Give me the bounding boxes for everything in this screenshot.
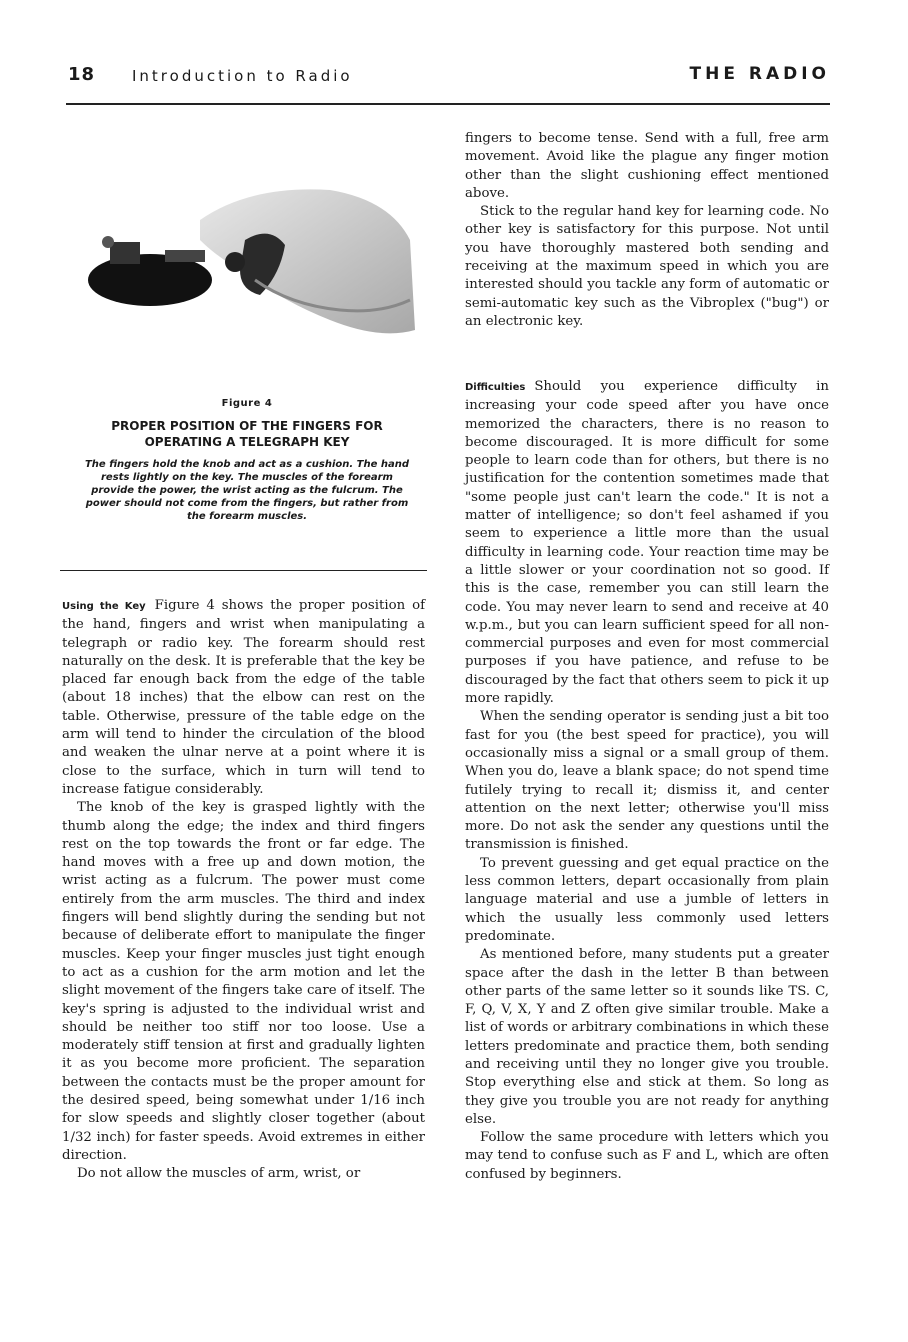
paragraph: Do not allow the muscles of arm, wrist, or [77,1166,361,1182]
figure-label: Figure 4 [221,398,273,409]
paragraph-text: Figure 4 shows the proper position of the hand, fingers and wrist when manipulating a telegraph or radio key. The forearm should rest naturally on the desk. It is preferable that the key be placed far enough back from the edge of the table (about 18 inches) that the elbow can rest on the table. Otherwise, pressure of the table edge on the arm will tend to hinder the circulation of the blood and weaken the ulnar nerve at a point where it is close to the surface, which in turn will tend to increase fatigue considerably. [62,598,425,797]
side-heading: Using the Key [62,601,146,612]
running-title: Introduction to Radio [132,67,353,85]
figure-title: PROPER POSITION OF THE FINGERS FOR OPERATING A TELEGRAPH KEY [111,419,383,449]
left-column [62,597,425,1184]
header-rule [66,103,830,105]
paragraph: To prevent guessing and get equal practice on the less common letters, depart occasionally from plain language material and use a jumble of letters in which the usually less commonly used letters predominate. [465,855,829,944]
hand-on-key-illustration [80,180,415,340]
paragraph: fingers to become tense. Send with a full, free arm movement. Avoid like the plague any finger motion other than the slight cushioning effect mentioned above. [465,131,829,201]
paragraph: Stick to the regular hand key for learning code. No other key is satisfactory for this purpose. Not until you have thoroughly mastered both sending and receiving at the maximum speed in which you are interested should you tackle any form of automatic or semi-automatic key such as the Vibroplex ("bug") or an electronic key. [465,204,829,329]
figure-caption [82,398,412,523]
paragraph: Follow the same procedure with letters which you may tend to confuse such as F and L, which are often confused by beginners. [465,1130,829,1182]
paragraph: When the sending operator is sending just a bit too fast for you (the best speed for practice), you will occasionally miss a signal or a small group of them. When you do, leave a blank space; do not spend time futilely trying to recall it; dismiss it, and center attention on the next letter; otherwise you'll miss more. Do not ask the sender any questions until the transmission is finished. [465,709,829,853]
paragraph: As mentioned before, many students put a greater space after the dash in the letter B than between other parts of the same letter so it sounds like TS. C, F, Q, V, X, Y and Z often give similar trouble. Make a list of words or arbitrary combinations in which these letters predominate and practice them, both sending and receiving until they no longer give you trouble. Stop everything else and stick at them. So long as they give you trouble you are not ready for anything else. [465,947,829,1127]
right-column-top [465,130,829,331]
paragraph [465,378,829,708]
section-rule [60,570,427,571]
paragraph [62,597,425,799]
page-number: 18 [68,64,96,85]
paragraph-text: Should you experience difficulty in increasing your code speed after you have once memorized the characters, there is no reason to become discouraged. It is more difficult for some people to learn code than for others, but there is no justification for the contention sometimes made that "some people just can't learn the code." It is not a matter of intelligence; so don't feel ashamed if you seem to experience a little more than the usual difficulty in learning code. Your reaction time may be a little slower or your coordination not so good. If this is the case, remember you can still learn the code. You may never learn to send and receive at 40 w.p.m., but you can learn sufficient speed for all non-commercial purposes and even for most commercial purposes if you have patience, and refuse to be discouraged by the fact that others seem to pick it up more rapidly. [465,379,829,707]
telegraph-key-photo [80,180,415,340]
paragraph: The knob of the key is grasped lightly with the thumb along the edge; the index and third fingers rest on the top towards the front or far edge. The hand moves with a free up and down motion, the wrist acting as a fulcrum. The power must come entirely from the arm muscles. The third and index fingers will bend slightly during the sending but not because of deliberate effort to manipulate the finger muscles. Keep your finger muscles just tight enough to act as a cushion for the arm motion and let the slight movement of the fingers take care of itself. The key's spring is adjusted to the individual wrist and should be neither too stiff nor too loose. Use a moderately stiff tension at first and gradually lighten it as you become more proficient. The separation between the contacts must be the proper amount for the desired speed, being somewhat under 1/16 inch for slow speeds and slightly closer together (about 1/32 inch) for faster speeds. Avoid extremes in either direction. [62,800,425,1163]
right-column-main [465,378,829,1184]
section-title: THE RADIO [689,64,830,84]
figure-caption-text: The fingers hold the knob and act as a cushion. The hand rests lightly on the key. The muscles of the forearm provide the power, the wrist acting as the fulcrum. The power should not come from the fingers, but rather from the forearm muscles. [84,459,410,522]
side-heading: Difficulties [465,382,526,393]
page-header [60,60,830,90]
